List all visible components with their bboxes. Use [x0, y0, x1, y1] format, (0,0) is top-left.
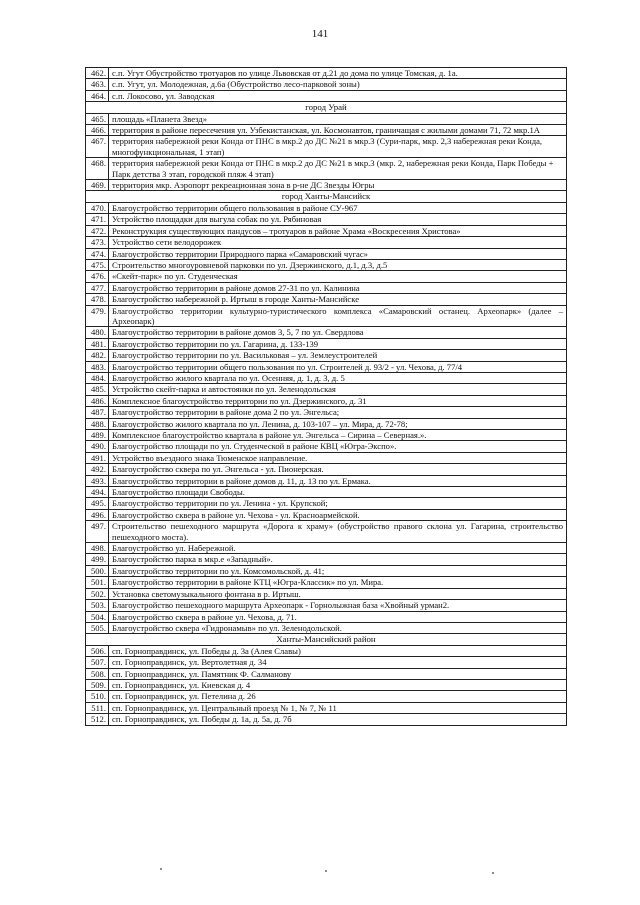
row-number: 492.: [86, 464, 109, 475]
row-description: Благоустройство жилого квартала по ул. Ленина, д. 103-107 – ул. Мира, д. 72-78;: [109, 418, 567, 429]
row-description: Благоустройство территории в районе КТЦ «Югра-Классик» по ул. Мира.: [109, 577, 567, 588]
row-number: 485.: [86, 384, 109, 395]
row-number: 496.: [86, 509, 109, 520]
row-description: Благоустройство территории по ул. Ленина - ул. Крупской;: [109, 498, 567, 509]
row-number: 505.: [86, 622, 109, 633]
table-row: [86, 714, 567, 725]
table-row: [86, 158, 567, 180]
section-heading: город Урай: [86, 102, 567, 113]
row-description: территория набережной реки Конда от ПНС в мкр.2 до ДС №21 в мкр.3 (мкр. 2, набережная реки Конда, Парк Победы + Парк детства 3 этап, городской пляж 4 этап): [109, 158, 567, 180]
table-row: [86, 668, 567, 679]
row-description: Благоустройство территории в районе домов 27-31 по ул. Калинина: [109, 282, 567, 293]
row-description: Благоустройство территории по ул. Гагарина, д. 133-139: [109, 338, 567, 349]
table-row: [86, 384, 567, 395]
row-description: сп. Горноправдинск, ул. Победы д. 3а (Алея Славы): [109, 645, 567, 656]
row-description: Благоустройство ул. Набережной.: [109, 543, 567, 554]
row-number: 504.: [86, 611, 109, 622]
row-number: 484.: [86, 372, 109, 383]
table-row: [86, 577, 567, 588]
row-description: Благоустройство пешеходного маршрута Археопарк - Горнолыжная база «Хвойный урман2.: [109, 600, 567, 611]
row-description: Устройство сети велодорожек: [109, 237, 567, 248]
table-row: [86, 418, 567, 429]
row-number: 483.: [86, 361, 109, 372]
row-description: Благоустройство территории общего пользования по ул. Строителей д. 93/2 - ул. Чехова, д. 77/4: [109, 361, 567, 372]
table-row: [86, 622, 567, 633]
table-row: [86, 395, 567, 406]
table-row: [86, 225, 567, 236]
row-number: 469.: [86, 180, 109, 191]
table-row: [86, 464, 567, 475]
scan-dot: [492, 872, 494, 874]
table-row: [86, 487, 567, 498]
row-number: 502.: [86, 588, 109, 599]
table-row: [86, 248, 567, 259]
table-row: [86, 68, 567, 79]
table-row: [86, 407, 567, 418]
table-row: [86, 338, 567, 349]
table-row: [86, 509, 567, 520]
row-description: Устройство въездного знака Тюменское направление.: [109, 452, 567, 463]
row-description: Комплексное благоустройство территории по ул. Дзержинского, д. 31: [109, 395, 567, 406]
table-row: [86, 611, 567, 622]
table-row: [86, 136, 567, 158]
row-description: сп. Горноправдинск, ул. Центральный проезд № 1, № 7, № 11: [109, 702, 567, 713]
table-row: [86, 521, 567, 543]
table-row: [86, 430, 567, 441]
row-number: 500.: [86, 565, 109, 576]
table-row: [86, 498, 567, 509]
section-heading-row: [86, 191, 567, 202]
table-row: [86, 294, 567, 305]
row-description: Устройство площадки для выгула собак по ул. Рябиновая: [109, 214, 567, 225]
row-description: Благоустройство сквера «Гидронамыв» по ул. Зеленодольской.: [109, 622, 567, 633]
row-description: Благоустройство территории по ул. Комсомольской, д. 41;: [109, 565, 567, 576]
row-description: Благоустройство набережной р. Иртыш в городе Ханты-Мансийске: [109, 294, 567, 305]
table-row: [86, 180, 567, 191]
table-row: [86, 543, 567, 554]
row-description: Благоустройство площади Свободы.: [109, 487, 567, 498]
row-description: с.п. Угут, ул. Молодежная, д.6а (Обустройство лесо-парковой зоны): [109, 79, 567, 90]
row-number: 511.: [86, 702, 109, 713]
row-number: 490.: [86, 441, 109, 452]
section-heading-row: [86, 102, 567, 113]
row-number: 510.: [86, 691, 109, 702]
row-number: 463.: [86, 79, 109, 90]
row-description: Благоустройство территории в районе домов д. 11, д. 13 по ул. Ермака.: [109, 475, 567, 486]
row-description: Благоустройство сквера в районе ул. Чехова, д. 71.: [109, 611, 567, 622]
row-description: с.п. Угут Обустройство тротуаров по улице Львовская от д.21 до дома по улице Томская, д. 1а.: [109, 68, 567, 79]
row-number: 475.: [86, 259, 109, 270]
table-row: [86, 452, 567, 463]
row-description: сп. Горноправдинск, ул. Памятник Ф. Салманову: [109, 668, 567, 679]
table-row: [86, 259, 567, 270]
row-description: Реконструкция существующих пандусов – тротуаров в районе Храма «Воскресения Христова»: [109, 225, 567, 236]
row-number: 495.: [86, 498, 109, 509]
row-number: 462.: [86, 68, 109, 79]
row-number: 482.: [86, 350, 109, 361]
row-description: Благоустройство сквера по ул. Энгельса - ул. Пионерская.: [109, 464, 567, 475]
row-number: 497.: [86, 521, 109, 543]
row-number: 493.: [86, 475, 109, 486]
table-row: [86, 327, 567, 338]
scan-dot: [160, 868, 162, 870]
row-number: 494.: [86, 487, 109, 498]
table-row: [86, 645, 567, 656]
row-number: 489.: [86, 430, 109, 441]
row-description: территория мкр. Аэропорт рекреационная зона в р-не ДС Звезды Югры: [109, 180, 567, 191]
row-description: Устройство скейт-парка и автостоянки по ул. Зеленодольская: [109, 384, 567, 395]
scan-marks: [0, 868, 640, 878]
row-description: «Скейт-парк» по ул. Студенческая: [109, 271, 567, 282]
row-number: 508.: [86, 668, 109, 679]
row-number: 507.: [86, 657, 109, 668]
row-description: Благоустройство территории Природного парка «Самаровский чугас»: [109, 248, 567, 259]
table-row: [86, 282, 567, 293]
row-description: Строительство многоуровневой парковки по ул. Дзержинского, д.1, д.3, д.5: [109, 259, 567, 270]
table-row: [86, 79, 567, 90]
row-description: сп. Горноправдинск, ул. Победы д. 1а, д. 5а, д. 7б: [109, 714, 567, 725]
row-description: Благоустройство территории по ул. Васильковая – ул. Землеустроителей: [109, 350, 567, 361]
table-row: [86, 691, 567, 702]
table-row: [86, 361, 567, 372]
row-number: 466.: [86, 125, 109, 136]
objects-table: [85, 67, 567, 726]
row-description: территория в районе пересечения ул. Узбекистанская, ул. Космонавтов, граничащая с жилыми домами 71, 72 мкр.1А: [109, 125, 567, 136]
row-number: 503.: [86, 600, 109, 611]
row-description: площадь «Планета Звезд»: [109, 113, 567, 124]
table-row: [86, 90, 567, 101]
table-row: [86, 237, 567, 248]
row-number: 478.: [86, 294, 109, 305]
row-number: 468.: [86, 158, 109, 180]
table-row: [86, 702, 567, 713]
row-description: Благоустройство территории общего пользования в районе СУ-967: [109, 202, 567, 213]
row-number: 474.: [86, 248, 109, 259]
table-row: [86, 588, 567, 599]
row-number: 476.: [86, 271, 109, 282]
row-number: 471.: [86, 214, 109, 225]
row-number: 480.: [86, 327, 109, 338]
row-number: 498.: [86, 543, 109, 554]
row-number: 501.: [86, 577, 109, 588]
row-description: Строительство пешеходного маршрута «Дорога к храму» (обустройство правого склона ул. Гагарина, строительство пешеходного моста).: [109, 521, 567, 543]
table-row: [86, 305, 567, 327]
table-row: [86, 657, 567, 668]
table-row: [86, 202, 567, 213]
table-row: [86, 214, 567, 225]
row-number: 481.: [86, 338, 109, 349]
section-heading: город Ханты-Мансийск: [86, 191, 567, 202]
table-row: [86, 475, 567, 486]
row-description: Благоустройство площади по ул. Студенческой в районе КВЦ «Югра-Экспо».: [109, 441, 567, 452]
row-description: сп. Горноправдинск, ул. Киевская д. 4: [109, 679, 567, 690]
row-description: Благоустройство территории культурно-туристического комплекса «Самаровский останец. Археопарк» (далее – Археопарк): [109, 305, 567, 327]
row-description: с.п. Локосово, ул. Заводская: [109, 90, 567, 101]
row-number: 486.: [86, 395, 109, 406]
row-description: Благоустройство территории в районе домов 3, 5, 7 по ул. Свердлова: [109, 327, 567, 338]
row-number: 465.: [86, 113, 109, 124]
row-number: 477.: [86, 282, 109, 293]
row-number: 473.: [86, 237, 109, 248]
table-row: [86, 679, 567, 690]
table-row: [86, 350, 567, 361]
section-heading-row: [86, 634, 567, 645]
row-number: 470.: [86, 202, 109, 213]
row-number: 479.: [86, 305, 109, 327]
section-heading: Ханты-Мансийский район: [86, 634, 567, 645]
row-description: сп. Горноправдинск, ул. Вертолетная д. 34: [109, 657, 567, 668]
table-row: [86, 565, 567, 576]
row-number: 487.: [86, 407, 109, 418]
table-row: [86, 125, 567, 136]
table-row: [86, 600, 567, 611]
page-number: 141: [311, 28, 329, 40]
row-description: территория набережной реки Конда от ПНС в мкр.2 до ДС №21 в мкр.3 (Сури-парк, мкр. 2,3 набережная реки Конда, многофункциональная, 1 этап): [109, 136, 567, 158]
row-number: 509.: [86, 679, 109, 690]
row-description: сп. Горноправдинск, ул. Петелина д. 26: [109, 691, 567, 702]
table-row: [86, 372, 567, 383]
table-row: [86, 271, 567, 282]
row-description: Благоустройство сквера в районе ул. Чехова - ул. Красноармейской.: [109, 509, 567, 520]
row-number: 499.: [86, 554, 109, 565]
row-description: Благоустройство парка в мкр.е «Западный».: [109, 554, 567, 565]
row-number: 488.: [86, 418, 109, 429]
row-description: Благоустройство территории в районе дома 2 по ул. Энгельса;: [109, 407, 567, 418]
scan-dot: [325, 870, 327, 872]
row-number: 512.: [86, 714, 109, 725]
row-number: 472.: [86, 225, 109, 236]
row-description: Установка светомузыкального фонтана в р. Иртыш.: [109, 588, 567, 599]
row-number: 491.: [86, 452, 109, 463]
row-number: 467.: [86, 136, 109, 158]
table-row: [86, 441, 567, 452]
row-description: Комплексное благоустройство квартала в районе ул. Энгельса – Сирина – Северная.».: [109, 430, 567, 441]
row-number: 464.: [86, 90, 109, 101]
row-number: 506.: [86, 645, 109, 656]
row-description: Благоустройство жилого квартала по ул. Осенняя, д. 1, д. 3, д. 5: [109, 372, 567, 383]
table-row: [86, 554, 567, 565]
table-row: [86, 113, 567, 124]
